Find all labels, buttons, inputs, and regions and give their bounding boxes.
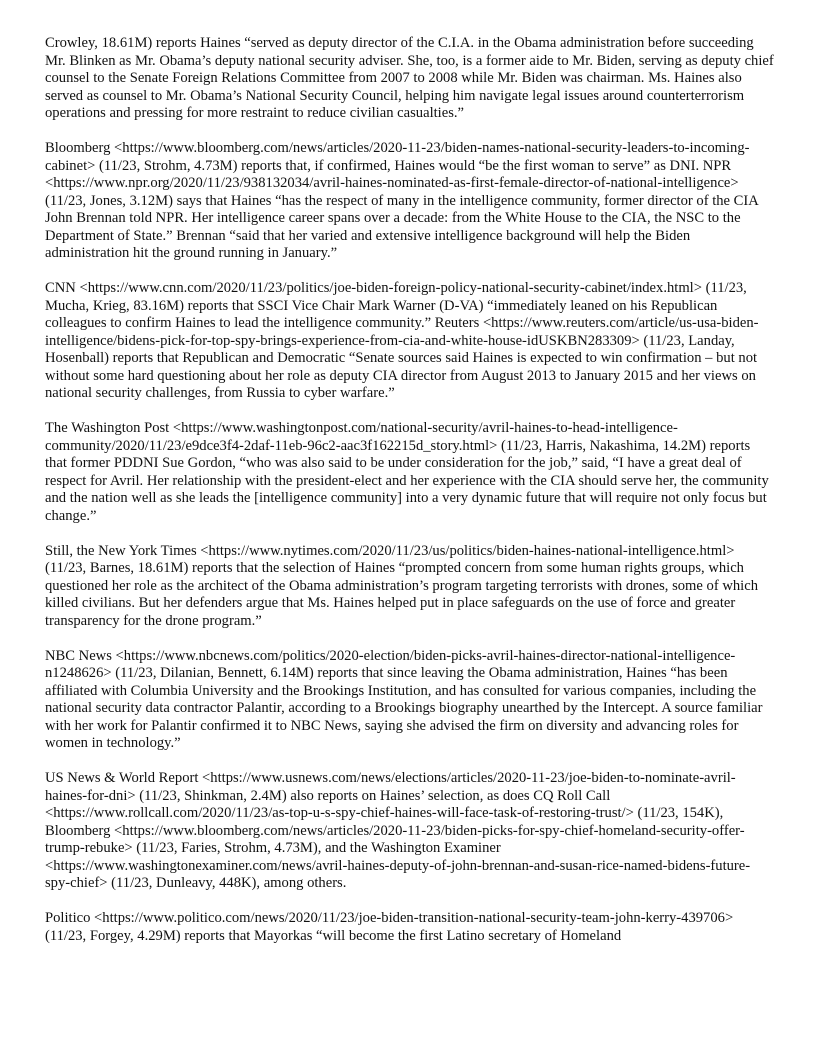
document-page [45,35,775,963]
paragraph-nbc-news: NBC News <https://www.nbcnews.com/politics/2020-election/biden-picks-avril-haines-director-national-intelligence-n1248626> (11/23, Dilanian, Bennett, 6.14M) reports that since leaving the Obama administration, Haines “has been affiliated with Columbia University and the Brookings Institution, and has consulted for various companies, including the national security data contractor Palantir, according to a Brookings biography unearthed by the Intercept. A source familiar with her work for Palantir confirmed it to NBC News, saying she advised the firm on diversity and advancing roles for women in technology.” [45,647,763,751]
paragraph-washington-post: The Washington Post <https://www.washingtonpost.com/national-security/avril-haines-to-head-intelligence-community/2020/11/23/e9dce3f4-2daf-11eb-96c2-aac3f162215d_story.html> (11/23, Harris, Nakashima, 14.2M) reports that former PDDNI Sue Gordon, “who was also said to be under consideration for the job,” said, “I have a great deal of respect for Avril. Her relationship with the president-elect and her experience with the CIA should serve her, the community and the nation well as she leads the [intelligence community] into a very dynamic future that will require not only focus but change.” [45,420,769,524]
paragraph-politico: Politico <https://www.politico.com/news/2020/11/23/joe-biden-transition-national-security-team-john-kerry-439706> (11/23, Forgey, 4.29M) reports that Mayorkas “will become the first Latino secretary of Homeland [45,910,734,944]
paragraph-bloomberg-npr: Bloomberg <https://www.bloomberg.com/news/articles/2020-11-23/biden-names-national-security-leaders-to-incoming-cabinet> (11/23, Strohm, 4.73M) reports that, if confirmed, Haines would “be the first woman to serve” as DNI. NPR <https://www.npr.org/2020/11/23/938132034/avril-haines-nominated-as-first-female-director-of-national-intelligence> (11/23, Jones, 3.12M) says that Haines “has the respect of many in the intelligence community, former director of the CIA John Brennan told NPR. Her intelligence career spans over a decade: from the White House to the CIA, the NSC to the Department of State.” Brennan “said that her varied and extensive intelligence background will help the Biden administration hit the ground running in January.” [45,140,759,261]
paragraph-cnn-reuters: CNN <https://www.cnn.com/2020/11/23/politics/joe-biden-foreign-policy-national-security-cabinet/index.html> (11/23, Mucha, Krieg, 83.16M) reports that SSCI Vice Chair Mark Warner (D-VA) “immediately leaned on his Republican colleagues to confirm Haines to lead the intelligence community.” Reuters <https://www.reuters.com/article/us-usa-biden-intelligence/bidens-pick-for-top-spy-brings-experience-from-cia-and-white-house-idUSKBN283309> (11/23, Landay, Hosenball) reports that Republican and Democratic “Senate sources said Haines is expected to win confirmation – but not without some hard questioning about her role as deputy CIA director from August 2013 to January 2015 and her views on national security challenges, from Russia to cyber warfare.” [45,280,759,401]
paragraph-haines-background: Crowley, 18.61M) reports Haines “served as deputy director of the C.I.A. in the Obama administration before succeeding Mr. Blinken as Mr. Obama’s deputy national security adviser. She, too, is a former aide to Mr. Biden, serving as deputy chief counsel to the Senate Foreign Relations Committee from 2007 to 2008 while Mr. Biden was chairman. Ms. Haines also served as counsel to Mr. Obama’s National Security Council, helping him navigate legal issues around counterterrorism operations and pressing for more restraint to reduce civilian casualties.” [45,35,774,121]
paragraph-other-coverage: US News & World Report <https://www.usnews.com/news/elections/articles/2020-11-23/joe-biden-to-nominate-avril-haines-for-dni> (11/23, Shinkman, 2.4M) also reports on Haines’ selection, as does CQ Roll Call <https://www.rollcall.com/2020/11/23/as-top-u-s-spy-chief-haines-will-face-task-of-restoring-trust/> (11/23, 154K), Bloomberg <https://www.bloomberg.com/news/articles/2020-11-23/biden-picks-for-spy-chief-homeland-security-offer-trump-rebuke> (11/23, Faries, Strohm, 4.73M), and the Washington Examiner <https://www.washingtonexaminer.com/news/avril-haines-deputy-of-john-brennan-and-susan-rice-named-bidens-future-spy-chief> (11/23, Dunleavy, 448K), among others. [45,770,751,891]
paragraph-new-york-times: Still, the New York Times <https://www.nytimes.com/2020/11/23/us/politics/biden-haines-national-intelligence.html> (11/23, Barnes, 18.61M) reports that the selection of Haines “prompted concern from some human rights groups, which questioned her role as the architect of the Obama administration’s program targeting terrorists with drones, some of which killed civilians. But her defenders argue that Ms. Haines helped put in place safeguards on the use of force and greater transparency for the drone program.” [45,542,759,629]
